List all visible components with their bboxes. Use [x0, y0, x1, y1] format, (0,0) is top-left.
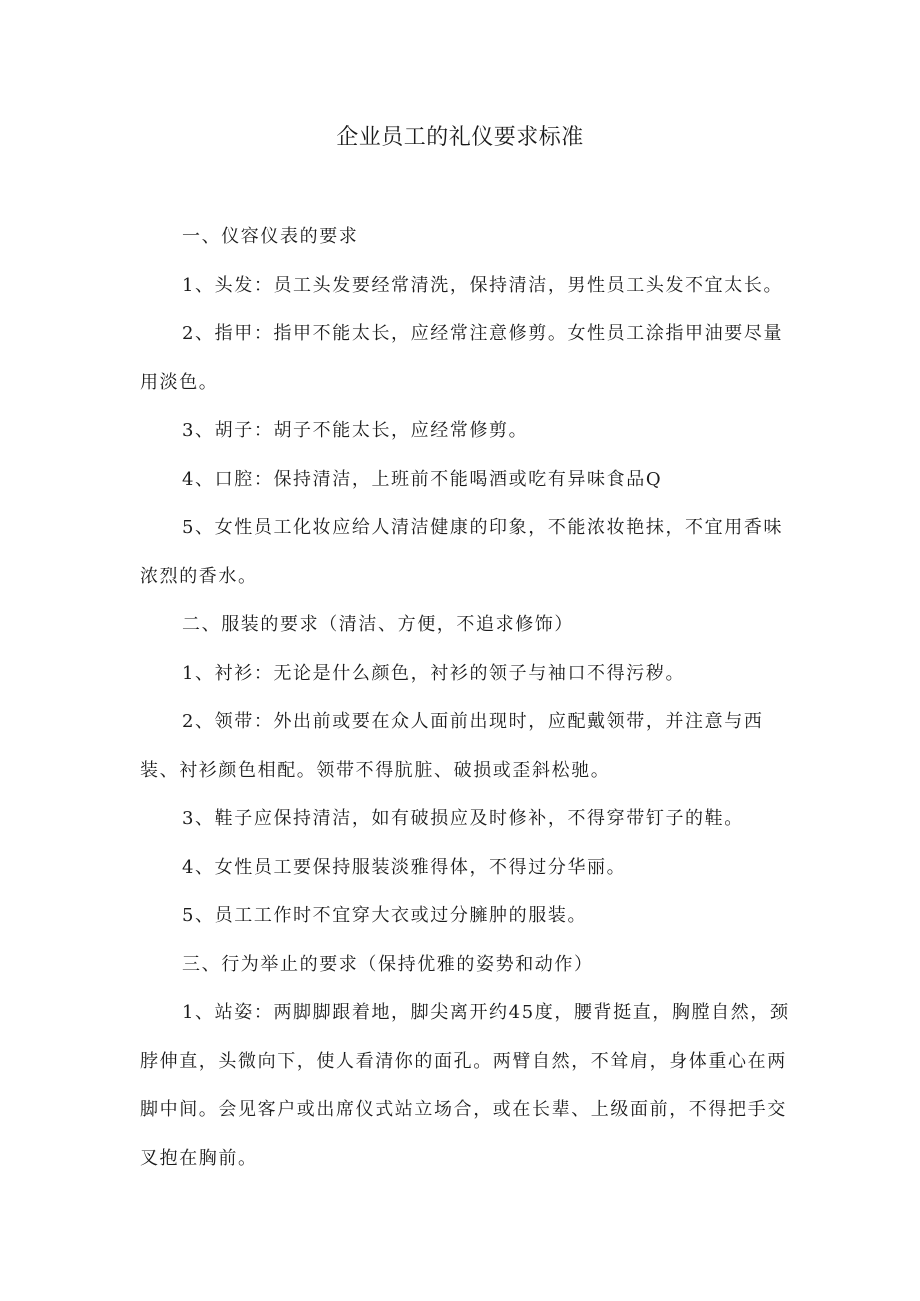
rule-tie: 2、领带：外出前或要在众人面前出现时，应配戴领带，并注意与西装、衬衫颜色相配。领带不得肮脏、破损或歪斜松驰。: [140, 711, 764, 781]
rule-makeup: 5、女性员工化妆应给人清洁健康的印象，不能浓妆艳抹，不宜用香味浓烈的香水。: [140, 517, 784, 587]
section-heading-clothing: 二、服装的要求（清洁、方便，不追求修饰）: [182, 614, 574, 635]
rule-beard: 3、胡子：胡子不能太长，应经常修剪。: [182, 420, 529, 441]
section-heading-behavior: 三、行为举止的要求（保持优雅的姿势和动作）: [182, 953, 594, 975]
document-title: 企业员工的礼仪要求标准: [336, 125, 584, 150]
rule-nails: 2、指甲：指甲不能太长，应经常注意修剪。女性员工涂指甲油要尽量用淡色。: [140, 323, 784, 393]
rule-womens-clothing: 4、女性员工要保持服装淡雅得体，不得过分华丽。: [182, 856, 627, 878]
rule-standing-posture: 1、站姿：两脚脚跟着地，脚尖离开约45度，腰背挺直，胸膛自然，颈脖伸直，头微向下，使人看清你的面孔。两臂自然，不耸肩，身体重心在两脚中间。会见客户或出席仪式站立场合，或在长辈、上级面前，不得把手交叉抱在胸前。: [140, 1002, 790, 1169]
rule-shoes: 3、鞋子应保持清洁，如有破损应及时修补，不得穿带钉子的鞋。: [182, 808, 744, 829]
document-body: [140, 213, 796, 1183]
section-heading-appearance: 一、仪容仪表的要求: [182, 226, 359, 247]
rule-coat: 5、员工工作时不宜穿大衣或过分臃肿的服装。: [182, 905, 588, 926]
rule-shirt: 1、衬衫：无论是什么颜色，衬衫的领子与袖口不得污秽。: [182, 662, 686, 684]
rule-hair: 1、头发：员工头发要经常清洗，保持清洁，男性员工头发不宜太长。: [182, 274, 784, 296]
rule-mouth: 4、口腔：保持清洁，上班前不能喝酒或吃有异味食品Q: [182, 468, 663, 490]
